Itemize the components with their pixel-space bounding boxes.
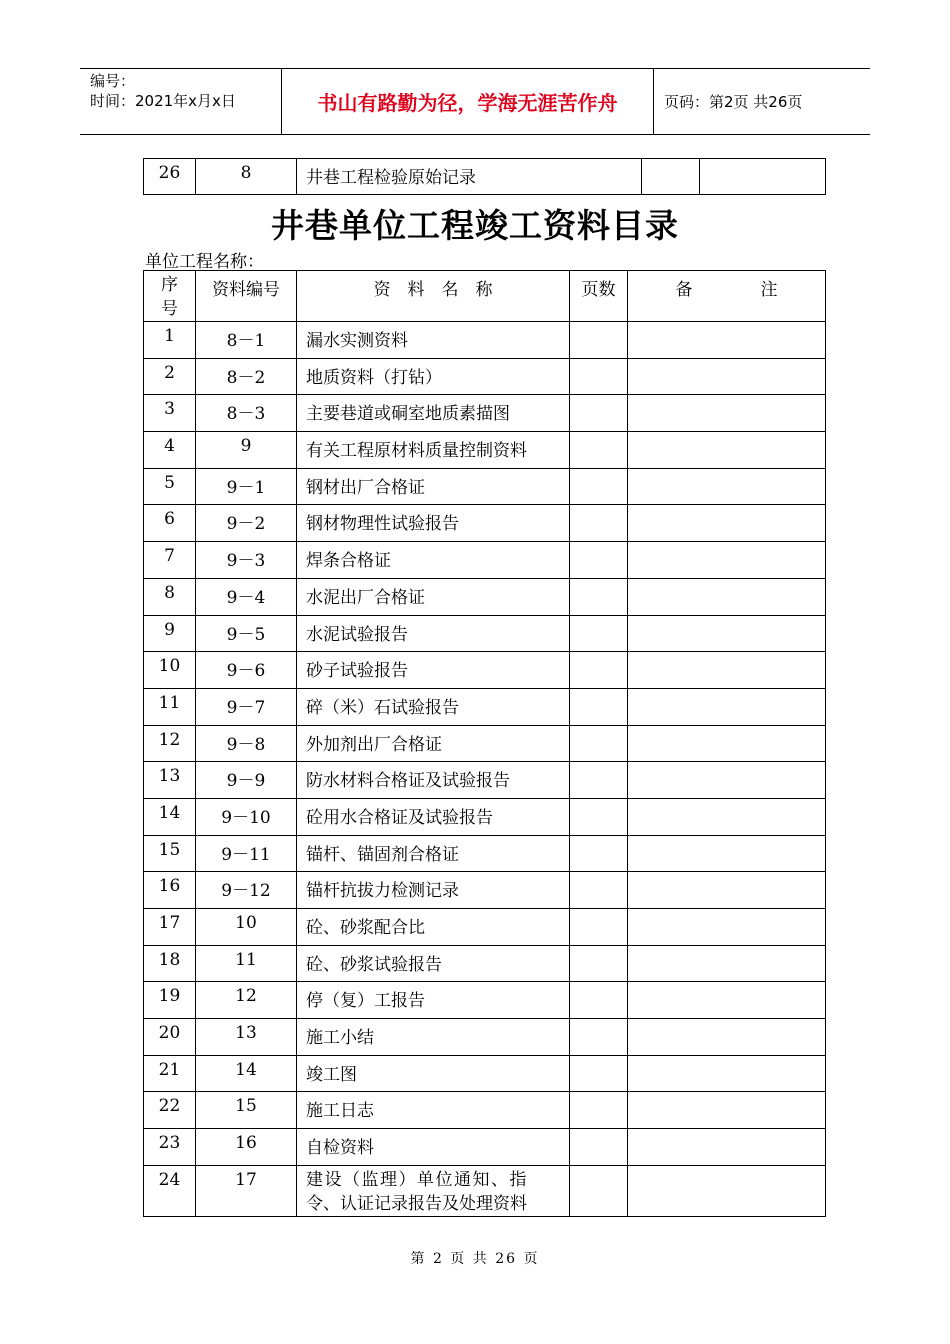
row-code: 11	[196, 945, 297, 982]
table-row	[144, 652, 826, 689]
table-row	[144, 358, 826, 395]
table-row	[144, 909, 826, 946]
row-note	[628, 505, 826, 542]
row-code: 9－8	[196, 725, 297, 762]
row-name: 焊条合格证	[297, 542, 570, 579]
row-no: 13	[144, 762, 196, 799]
table-header-row	[144, 271, 826, 322]
row-note	[628, 909, 826, 946]
row-note	[628, 432, 826, 469]
col-no-line2: 号	[161, 299, 178, 319]
row-name-line1: 建设（监理）单位通知、指	[306, 1169, 528, 1190]
number-label: 编号：	[90, 72, 136, 90]
document-title: 井巷单位工程竣工资料目录	[271, 206, 679, 245]
row-note	[628, 358, 826, 395]
table-row	[144, 578, 826, 615]
row-pages	[570, 395, 628, 432]
row-pages	[570, 578, 628, 615]
row-pages	[570, 982, 628, 1019]
unit-name-label: 单位工程名称：	[145, 252, 264, 272]
col-name-header: 资 料 名 称	[297, 271, 570, 322]
row-pages	[570, 909, 628, 946]
row-pages	[570, 798, 628, 835]
row-name: 有关工程原材料质量控制资料	[297, 432, 570, 469]
row-code: 9	[196, 432, 297, 469]
row-no: 19	[144, 982, 196, 1019]
table-row	[144, 159, 826, 195]
row-name: 锚杆抗拔力检测记录	[297, 872, 570, 909]
row-name	[297, 1165, 570, 1216]
table-row	[144, 395, 826, 432]
row-name: 钢材出厂合格证	[297, 468, 570, 505]
row-code: 9－5	[196, 615, 297, 652]
row-note	[628, 762, 826, 799]
row-pages	[570, 1055, 628, 1092]
row-code: 8－2	[196, 358, 297, 395]
row-name: 砼用水合格证及试验报告	[297, 798, 570, 835]
row-pages	[570, 1019, 628, 1056]
table-row	[144, 688, 826, 725]
table-row	[144, 1055, 826, 1092]
row-note	[628, 395, 826, 432]
row-note	[628, 1055, 826, 1092]
row-pages	[570, 652, 628, 689]
header-meta	[80, 69, 282, 134]
row-no: 16	[144, 872, 196, 909]
row-note	[628, 615, 826, 652]
row-no: 21	[144, 1055, 196, 1092]
table-row	[144, 432, 826, 469]
row-name: 砼、砂浆试验报告	[297, 945, 570, 982]
row-pages	[570, 322, 628, 359]
row-note	[700, 159, 826, 195]
row-code: 15	[196, 1092, 297, 1129]
table-row	[144, 1019, 826, 1056]
row-name: 停（复）工报告	[297, 982, 570, 1019]
row-note	[628, 1165, 826, 1216]
row-name: 外加剂出厂合格证	[297, 725, 570, 762]
page-header	[80, 68, 870, 135]
row-name: 漏水实测资料	[297, 322, 570, 359]
row-note	[628, 725, 826, 762]
row-note	[628, 1129, 826, 1166]
row-pages	[570, 615, 628, 652]
row-pages	[642, 159, 700, 195]
row-note	[628, 835, 826, 872]
row-pages	[570, 1165, 628, 1216]
row-pages	[570, 1092, 628, 1129]
page-footer: 第 2 页 共 26 页	[410, 1251, 540, 1267]
header-page-info	[654, 69, 870, 134]
table-row	[144, 872, 826, 909]
row-pages	[570, 725, 628, 762]
row-code: 9－6	[196, 652, 297, 689]
row-no: 22	[144, 1092, 196, 1129]
row-code: 9－4	[196, 578, 297, 615]
row-code: 8－1	[196, 322, 297, 359]
row-no: 17	[144, 909, 196, 946]
row-pages	[570, 542, 628, 579]
col-code-header: 资料编号	[196, 271, 297, 322]
row-name: 地质资料（打钻）	[297, 358, 570, 395]
row-no: 1	[144, 322, 196, 359]
row-no: 12	[144, 725, 196, 762]
row-name: 碎（米）石试验报告	[297, 688, 570, 725]
continued-table	[143, 158, 826, 195]
row-name: 施工日志	[297, 1092, 570, 1129]
row-name: 主要巷道或硐室地质素描图	[297, 395, 570, 432]
row-code: 14	[196, 1055, 297, 1092]
row-code: 9－2	[196, 505, 297, 542]
row-code: 12	[196, 982, 297, 1019]
header-motto: 书山有路勤为径，学海无涯苦作舟	[282, 69, 654, 134]
table-row	[144, 725, 826, 762]
row-no: 20	[144, 1019, 196, 1056]
row-no: 5	[144, 468, 196, 505]
col-no-header	[144, 271, 196, 322]
row-code: 8－3	[196, 395, 297, 432]
time-label: 时间：2021年x月x日	[90, 92, 236, 110]
table-row	[144, 1165, 826, 1216]
row-name: 水泥出厂合格证	[297, 578, 570, 615]
row-note	[628, 872, 826, 909]
row-note	[628, 1019, 826, 1056]
row-code: 9－12	[196, 872, 297, 909]
row-code: 16	[196, 1129, 297, 1166]
table-row	[144, 1092, 826, 1129]
row-note	[628, 1092, 826, 1129]
row-no: 11	[144, 688, 196, 725]
row-no: 15	[144, 835, 196, 872]
row-note	[628, 688, 826, 725]
row-no: 23	[144, 1129, 196, 1166]
row-name: 砂子试验报告	[297, 652, 570, 689]
row-code: 8	[196, 159, 297, 195]
table-row	[144, 762, 826, 799]
row-pages	[570, 432, 628, 469]
row-pages	[570, 872, 628, 909]
row-pages	[570, 505, 628, 542]
row-note	[628, 652, 826, 689]
table-row	[144, 982, 826, 1019]
row-name: 自检资料	[297, 1129, 570, 1166]
row-name-line2: 令、认证记录报告及处理资料	[306, 1193, 527, 1214]
row-no: 4	[144, 432, 196, 469]
row-note	[628, 798, 826, 835]
row-note	[628, 468, 826, 505]
row-no: 7	[144, 542, 196, 579]
table-row	[144, 468, 826, 505]
col-no-line1: 序	[161, 275, 178, 295]
row-note	[628, 322, 826, 359]
row-code: 9－3	[196, 542, 297, 579]
row-pages	[570, 468, 628, 505]
page-info-text: 页码：第2页 共26页	[664, 93, 803, 111]
row-name: 锚杆、锚固剂合格证	[297, 835, 570, 872]
row-no: 6	[144, 505, 196, 542]
table-row	[144, 835, 826, 872]
row-code: 13	[196, 1019, 297, 1056]
row-note	[628, 945, 826, 982]
row-pages	[570, 688, 628, 725]
catalog-table	[143, 270, 826, 1217]
row-no: 9	[144, 615, 196, 652]
row-pages	[570, 1129, 628, 1166]
row-name: 防水材料合格证及试验报告	[297, 762, 570, 799]
row-code: 17	[196, 1165, 297, 1216]
row-note	[628, 542, 826, 579]
row-name: 井巷工程检验原始记录	[297, 159, 642, 195]
row-no: 2	[144, 358, 196, 395]
row-pages	[570, 835, 628, 872]
row-no: 8	[144, 578, 196, 615]
table-row	[144, 322, 826, 359]
table-row	[144, 798, 826, 835]
row-code: 9－7	[196, 688, 297, 725]
row-name: 钢材物理性试验报告	[297, 505, 570, 542]
row-pages	[570, 762, 628, 799]
row-code: 9－9	[196, 762, 297, 799]
col-note-header: 备 注	[628, 271, 826, 322]
row-name: 砼、砂浆配合比	[297, 909, 570, 946]
row-no: 26	[144, 159, 196, 195]
row-no: 14	[144, 798, 196, 835]
table-row	[144, 615, 826, 652]
row-no: 18	[144, 945, 196, 982]
row-name: 施工小结	[297, 1019, 570, 1056]
row-pages	[570, 945, 628, 982]
table-row	[144, 945, 826, 982]
row-code: 9－1	[196, 468, 297, 505]
row-code: 9－11	[196, 835, 297, 872]
row-note	[628, 982, 826, 1019]
row-code: 10	[196, 909, 297, 946]
row-name: 水泥试验报告	[297, 615, 570, 652]
col-pages-header: 页数	[570, 271, 628, 322]
row-pages	[570, 358, 628, 395]
row-name: 竣工图	[297, 1055, 570, 1092]
row-no: 24	[144, 1165, 196, 1216]
table-row	[144, 505, 826, 542]
table-row	[144, 542, 826, 579]
row-no: 10	[144, 652, 196, 689]
table-row	[144, 1129, 826, 1166]
row-code: 9－10	[196, 798, 297, 835]
row-no: 3	[144, 395, 196, 432]
row-note	[628, 578, 826, 615]
